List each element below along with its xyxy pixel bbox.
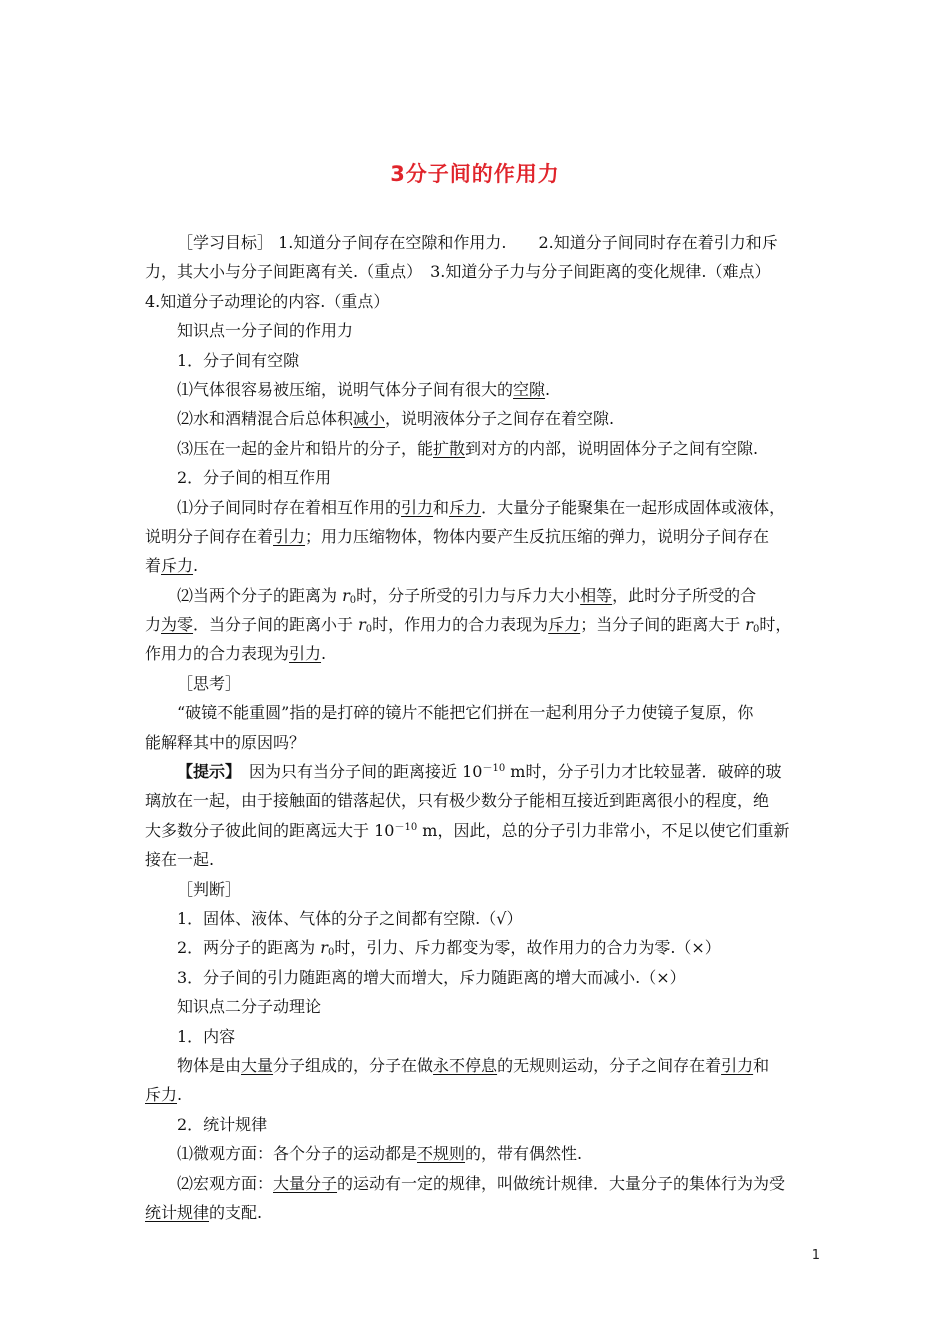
- item-attraction-repulsion-2: 说明分子间存在着引力；用力压缩物体，物体内要产生反抗压缩的弹力，说明分子间存在: [145, 526, 770, 546]
- think-question-1: “破镜不能重圆”指的是打碎的镜片不能把它们拼在一起利用分子力使镜子复原，你: [177, 703, 754, 723]
- hint-line-3: 大多数分子彼此间的距离远大于 $10^{-10}$ m，因此，总的分子引力非常小，不足以使它们重新: [145, 820, 790, 840]
- subheading-statistics: 2．统计规律: [177, 1114, 268, 1134]
- page-title: 3分子间的作用力: [390, 162, 560, 186]
- hint-label: 【提示】: [177, 762, 234, 782]
- judge-item-3: 3．分子间的引力随距离的增大而增大，斥力随距离的增大而减小.（×）: [177, 967, 686, 987]
- item-r0-3: 作用力的合力表现为引力.: [145, 644, 327, 664]
- item-attraction-repulsion-3: 着斥力.: [145, 556, 199, 576]
- blank-answer: 不规则: [417, 1144, 466, 1164]
- blank-answer: 大量分子: [273, 1173, 338, 1193]
- subheading-content: 1．内容: [177, 1026, 236, 1046]
- item-attraction-repulsion-1: ⑴分子间同时存在着相互作用的引力和斥力．大量分子能聚集在一起形成固体或液体，: [177, 497, 786, 517]
- section-heading-kp2: 知识点二分子动理论: [177, 997, 322, 1017]
- blank-answer: 扩散: [433, 438, 466, 458]
- blank-answer: 空隙: [513, 379, 546, 399]
- item-gas-compress: ⑴气体很容易被压缩，说明气体分子间有很大的空隙.: [177, 379, 551, 399]
- blank-answer: 引力: [273, 526, 306, 546]
- blank-answer: 引力: [721, 1055, 754, 1075]
- judge-label: ［判断］: [177, 879, 242, 899]
- hint-line-2: 璃放在一起，由于接触面的错落起伏，只有极少数分子能相互接近到距离很小的程度，绝: [145, 791, 770, 811]
- blank-answer: 相等: [580, 585, 613, 605]
- item-r0-1: ⑵当两个分子的距离为 $r_0$时，分子所受的引力与斥力大小相等，此时分子所受的合: [177, 585, 757, 606]
- page-number: 1: [811, 1248, 820, 1263]
- blank-answer: 为零: [161, 615, 194, 635]
- subheading-interaction: 2．分子间的相互作用: [177, 468, 332, 488]
- statistics-macro-2: 统计规律的支配.: [145, 1202, 263, 1222]
- blank-answer: 永不停息: [433, 1055, 498, 1075]
- hint-line-1: 【提示】 因为只有当分子间的距离接近 $10^{-10}$ m时，分子引力才比较显著．破碎的玻: [177, 762, 782, 782]
- blank-answer: 引力: [289, 644, 322, 664]
- hint-line-4: 接在一起.: [145, 850, 215, 870]
- blank-answer: 斥力: [161, 556, 194, 576]
- statistics-macro-1: ⑵宏观方面：大量分子的运动有一定的规律，叫做统计规律．大量分子的集体行为为受: [177, 1173, 786, 1193]
- blank-answer: 斥力: [449, 497, 482, 517]
- blank-answer: 统计规律: [145, 1202, 210, 1222]
- document-body: [145, 228, 809, 1227]
- statistics-micro: ⑴微观方面：各个分子的运动都是不规则的，带有偶然性.: [177, 1144, 583, 1164]
- item-r0-2: 力为零．当分子间的距离小于 $r_0$时，作用力的合力表现为斥力；当分子间的距离大于 $r_0$时，: [145, 615, 792, 636]
- think-question-2: 能解释其中的原因吗？: [145, 732, 306, 752]
- blank-answer: 斥力: [145, 1085, 178, 1105]
- item-gold-lead: ⑶压在一起的金片和铅片的分子，能扩散到对方的内部，说明固体分子之间有空隙.: [177, 438, 759, 458]
- learning-goals-line-2: 力，其大小与分子间距离有关.（重点） 3.知道分子力与分子间距离的变化规律.（难点）: [145, 262, 771, 282]
- blank-answer: 减小: [353, 409, 386, 429]
- blank-answer: 引力: [401, 497, 434, 517]
- section-heading-kp1: 知识点一分子间的作用力: [177, 321, 354, 341]
- blank-answer: 斥力: [548, 615, 581, 635]
- item-water-alcohol: ⑵水和酒精混合后总体积减小，说明液体分子之间存在着空隙.: [177, 409, 615, 429]
- learning-goals-line-3: 4.知道分子动理论的内容.（重点）: [145, 291, 390, 311]
- judge-item-2: 2．两分子的距离为 $r_0$时，引力、斥力都变为零，故作用力的合力为零.（×）: [177, 938, 721, 959]
- content-line-1: 物体是由大量分子组成的，分子在做永不停息的无规则运动，分子之间存在着引力和: [177, 1055, 770, 1075]
- blank-answer: 大量: [241, 1055, 274, 1075]
- judge-item-1: 1．固体、液体、气体的分子之间都有空隙.（√）: [177, 908, 523, 928]
- think-label: ［思考］: [177, 673, 242, 693]
- content-line-2: 斥力.: [145, 1085, 183, 1105]
- learning-goals-line-1: ［学习目标］ 1.知道分子间存在空隙和作用力. 2.知道分子间同时存在着引力和斥: [177, 233, 778, 252]
- subheading-gaps: 1．分子间有空隙: [177, 350, 300, 370]
